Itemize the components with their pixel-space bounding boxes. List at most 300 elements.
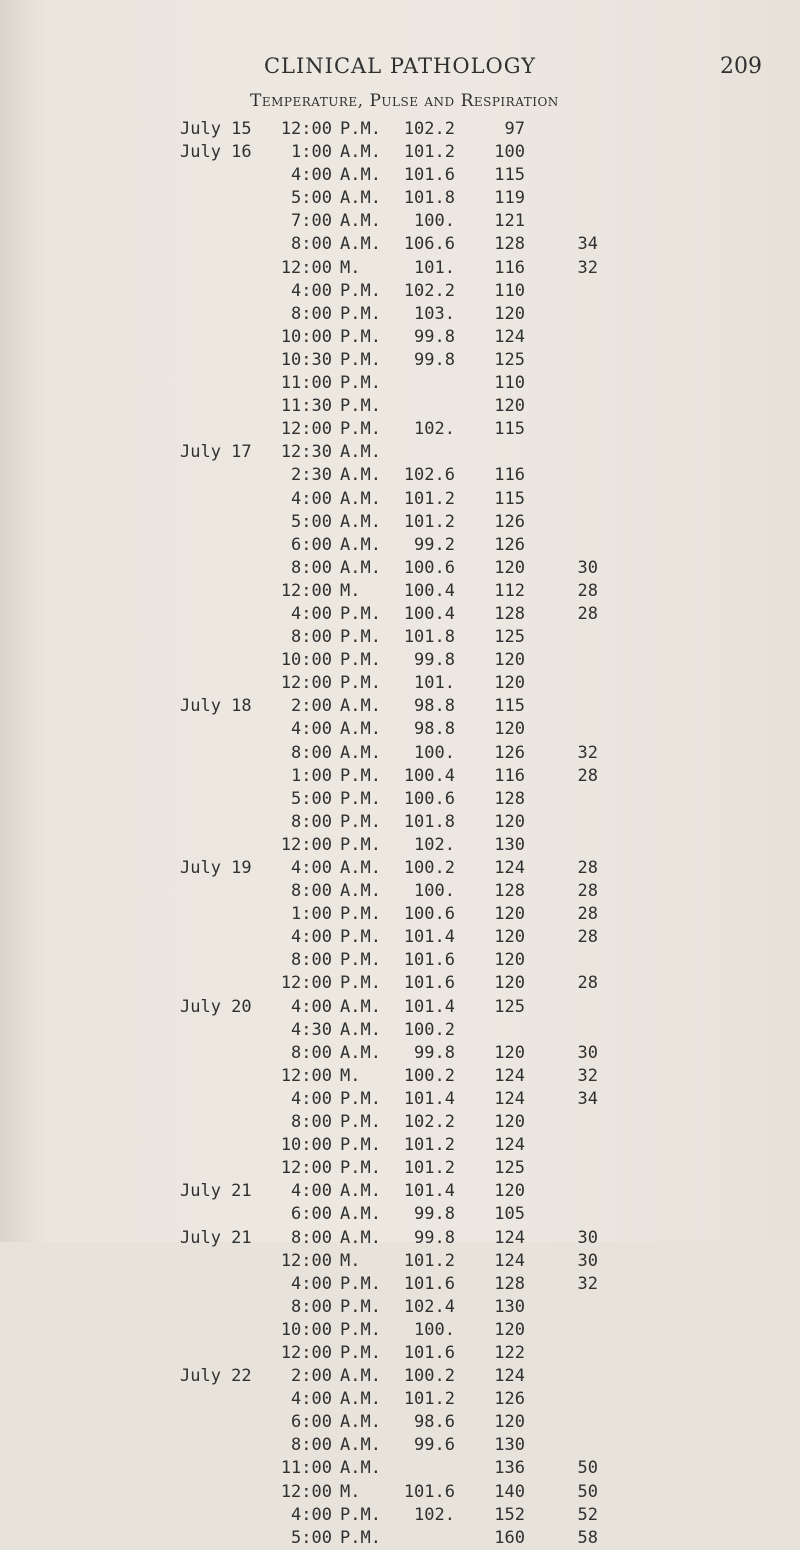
table-row [0, 742, 800, 765]
row-pulse: 120 [494, 811, 525, 832]
row-meridiem: P.M. [340, 1158, 381, 1179]
row-meridiem: P.M. [340, 280, 381, 301]
row-pulse: 115 [494, 696, 525, 717]
row-pulse: 121 [494, 211, 525, 232]
table-row [0, 395, 800, 418]
row-pulse: 120 [494, 1412, 525, 1433]
row-time: 12:00 [280, 673, 332, 694]
row-temperature: 100.4 [403, 603, 455, 624]
row-respiration: 34 [577, 234, 598, 255]
row-pulse: 124 [494, 1135, 525, 1156]
table-row [0, 280, 800, 303]
row-temperature: 106.6 [403, 234, 455, 255]
table-row [0, 418, 800, 441]
row-respiration: 30 [577, 1042, 598, 1063]
row-temperature: 100. [414, 742, 455, 763]
row-pulse: 97 [504, 119, 525, 139]
row-time: 5:00 [291, 788, 332, 809]
row-meridiem: A.M. [340, 742, 381, 763]
row-meridiem: P.M. [340, 1527, 381, 1548]
row-time: 10:00 [280, 1319, 332, 1340]
row-temperature: 101.6 [403, 165, 455, 186]
table-row [0, 811, 800, 834]
row-meridiem: M. [340, 1481, 361, 1502]
table-row [0, 857, 800, 880]
row-time: 8:00 [291, 1112, 332, 1133]
row-temperature: 102.4 [403, 1296, 455, 1317]
row-pulse: 126 [494, 742, 525, 763]
row-meridiem: A.M. [340, 719, 381, 740]
row-date: July 21 [180, 1181, 252, 1202]
row-pulse: 120 [494, 950, 525, 971]
row-time: 4:00 [291, 1389, 332, 1410]
table-row [0, 1111, 800, 1134]
row-time: 8:00 [291, 1435, 332, 1456]
table-row [0, 603, 800, 626]
row-time: 12:00 [280, 1158, 332, 1179]
table-row [0, 1365, 800, 1388]
row-temperature: 99.8 [414, 650, 455, 671]
row-meridiem: A.M. [340, 1019, 381, 1040]
table-row [0, 926, 800, 949]
table-row [0, 1411, 800, 1434]
table-row [0, 580, 800, 603]
row-time: 7:00 [291, 211, 332, 232]
row-meridiem: A.M. [340, 165, 381, 186]
row-meridiem: M. [340, 580, 361, 601]
row-time: 12:00 [280, 257, 332, 278]
table-row [0, 326, 800, 349]
table-row [0, 233, 800, 256]
row-meridiem: P.M. [340, 119, 381, 139]
row-pulse: 120 [494, 1112, 525, 1133]
row-meridiem: M. [340, 257, 361, 278]
row-pulse: 115 [494, 488, 525, 509]
row-pulse: 128 [494, 1273, 525, 1294]
row-temperature: 100.2 [403, 858, 455, 878]
row-temperature: 101.4 [403, 996, 455, 1017]
table-row [0, 488, 800, 511]
row-meridiem: A.M. [340, 534, 381, 555]
row-time: 4:00 [291, 858, 332, 878]
table-row [0, 557, 800, 580]
row-respiration: 32 [577, 1065, 598, 1086]
row-pulse: 119 [494, 188, 525, 209]
row-date: July 22 [180, 1366, 252, 1387]
row-temperature: 101.2 [403, 488, 455, 509]
row-temperature: 102. [414, 419, 455, 440]
table-row [0, 765, 800, 788]
row-time: 8:00 [291, 1042, 332, 1063]
row-time: 8:00 [291, 1227, 332, 1248]
row-meridiem: A.M. [340, 234, 381, 255]
table-row [0, 1088, 800, 1111]
row-temperature: 102.2 [403, 1112, 455, 1133]
table-row [0, 1434, 800, 1457]
row-meridiem: P.M. [340, 1088, 381, 1109]
row-pulse: 124 [494, 858, 525, 878]
row-pulse: 115 [494, 419, 525, 440]
row-pulse: 120 [494, 1319, 525, 1340]
table-row [0, 1157, 800, 1180]
row-pulse: 105 [494, 1204, 525, 1225]
row-temperature: 101. [414, 257, 455, 278]
table-row [0, 1042, 800, 1065]
row-temperature: 102. [414, 1504, 455, 1525]
row-temperature: 100.4 [403, 580, 455, 601]
row-temperature: 101.2 [403, 1250, 455, 1271]
table-row [0, 464, 800, 487]
row-temperature: 102.6 [403, 465, 455, 486]
row-temperature: 101.6 [403, 1342, 455, 1363]
row-meridiem: P.M. [340, 904, 381, 925]
row-time: 12:00 [280, 1342, 332, 1363]
row-temperature: 100. [414, 1319, 455, 1340]
row-temperature: 101.2 [403, 511, 455, 532]
row-pulse: 125 [494, 1158, 525, 1179]
row-meridiem: M. [340, 1065, 361, 1086]
table-row [0, 1203, 800, 1226]
row-respiration: 28 [577, 904, 598, 925]
row-date: July 19 [180, 858, 252, 878]
table-row [0, 1481, 800, 1504]
row-temperature: 102.2 [403, 280, 455, 301]
table-row [0, 349, 800, 372]
row-time: 12:00 [280, 1481, 332, 1502]
row-time: 4:00 [291, 488, 332, 509]
row-time: 10:30 [280, 349, 332, 370]
row-meridiem: P.M. [340, 419, 381, 440]
row-meridiem: P.M. [340, 1112, 381, 1133]
row-date: July 21 [180, 1227, 252, 1248]
row-temperature: 99.8 [414, 326, 455, 347]
row-temperature: 101.6 [403, 1481, 455, 1502]
table-row [0, 210, 800, 233]
row-respiration: 28 [577, 881, 598, 902]
row-time: 8:00 [291, 303, 332, 324]
row-pulse: 128 [494, 881, 525, 902]
row-meridiem: P.M. [340, 765, 381, 786]
row-meridiem: P.M. [340, 788, 381, 809]
table-row [0, 1065, 800, 1088]
row-time: 10:00 [280, 650, 332, 671]
row-time: 4:00 [291, 1273, 332, 1294]
row-meridiem: A.M. [340, 465, 381, 486]
table-row [0, 1019, 800, 1042]
row-time: 11:00 [280, 373, 332, 394]
row-meridiem: A.M. [340, 511, 381, 532]
row-time: 4:00 [291, 1088, 332, 1109]
table-row [0, 1227, 800, 1250]
row-time: 5:00 [291, 511, 332, 532]
table-row [0, 1180, 800, 1203]
row-respiration: 30 [577, 557, 598, 578]
row-respiration: 28 [577, 580, 598, 601]
row-respiration: 52 [577, 1504, 598, 1525]
row-pulse: 126 [494, 511, 525, 532]
row-meridiem: P.M. [340, 811, 381, 832]
row-time: 5:00 [291, 188, 332, 209]
row-pulse: 124 [494, 1088, 525, 1109]
row-time: 11:00 [280, 1458, 332, 1479]
row-meridiem: A.M. [340, 142, 381, 163]
row-time: 4:00 [291, 1504, 332, 1525]
table-row [0, 695, 800, 718]
row-temperature: 101. [414, 673, 455, 694]
row-temperature: 101.4 [403, 1088, 455, 1109]
table-row [0, 1134, 800, 1157]
row-meridiem: P.M. [340, 326, 381, 347]
row-temperature: 100. [414, 211, 455, 232]
row-time: 6:00 [291, 534, 332, 555]
row-time: 5:00 [291, 1527, 332, 1548]
table-row [0, 672, 800, 695]
running-title: CLINICAL PATHOLOGY [263, 54, 537, 78]
table-row [0, 1250, 800, 1273]
table-row [0, 788, 800, 811]
row-respiration: 28 [577, 927, 598, 948]
row-temperature: 100.2 [403, 1019, 455, 1040]
row-date: July 15 [180, 119, 252, 139]
row-time: 4:00 [291, 719, 332, 740]
row-pulse: 125 [494, 349, 525, 370]
table-row [0, 372, 800, 395]
row-meridiem: A.M. [340, 188, 381, 209]
row-respiration: 28 [577, 765, 598, 786]
table-row [0, 880, 800, 903]
row-respiration: 28 [577, 858, 598, 878]
row-meridiem: A.M. [340, 1412, 381, 1433]
table-row [0, 1273, 800, 1296]
row-respiration: 34 [577, 1088, 598, 1109]
row-time: 4:00 [291, 603, 332, 624]
row-meridiem: P.M. [340, 1135, 381, 1156]
row-meridiem: A.M. [340, 1181, 381, 1202]
row-pulse: 120 [494, 557, 525, 578]
row-respiration: 30 [577, 1227, 598, 1248]
table-row [0, 649, 800, 672]
row-meridiem: P.M. [340, 1342, 381, 1363]
row-temperature: 100.6 [403, 904, 455, 925]
table-row [0, 996, 800, 1019]
row-pulse: 128 [494, 234, 525, 255]
row-temperature: 101.8 [403, 627, 455, 648]
row-time: 1:00 [291, 142, 332, 163]
row-date: July 16 [180, 142, 252, 163]
row-temperature: 101.4 [403, 1181, 455, 1202]
row-pulse: 120 [494, 303, 525, 324]
table-row [0, 718, 800, 741]
table-row [0, 187, 800, 210]
row-pulse: 128 [494, 788, 525, 809]
row-time: 12:00 [280, 119, 332, 139]
row-time: 12:00 [280, 1065, 332, 1086]
row-time: 4:00 [291, 927, 332, 948]
row-pulse: 124 [494, 1227, 525, 1248]
row-temperature: 101.2 [403, 1389, 455, 1410]
row-meridiem: P.M. [340, 973, 381, 994]
vitals-table [0, 118, 800, 1550]
row-pulse: 130 [494, 1435, 525, 1456]
page-number: 209 [720, 54, 762, 79]
row-meridiem: A.M. [340, 858, 381, 878]
row-pulse: 120 [494, 1042, 525, 1063]
row-temperature: 103. [414, 303, 455, 324]
row-meridiem: A.M. [340, 442, 381, 463]
row-respiration: 32 [577, 257, 598, 278]
row-meridiem: A.M. [340, 1204, 381, 1225]
table-row [0, 534, 800, 557]
row-temperature: 100. [414, 881, 455, 902]
row-pulse: 120 [494, 973, 525, 994]
row-respiration: 58 [577, 1527, 598, 1548]
row-time: 6:00 [291, 1412, 332, 1433]
row-pulse: 120 [494, 719, 525, 740]
row-pulse: 115 [494, 165, 525, 186]
row-time: 6:00 [291, 1204, 332, 1225]
row-meridiem: P.M. [340, 950, 381, 971]
row-temperature: 101.6 [403, 1273, 455, 1294]
row-time: 12:00 [280, 973, 332, 994]
row-time: 12:00 [280, 1250, 332, 1271]
table-row [0, 511, 800, 534]
row-time: 11:30 [280, 396, 332, 417]
row-temperature: 98.6 [414, 1412, 455, 1433]
row-temperature: 99.2 [414, 534, 455, 555]
row-temperature: 101.2 [403, 1135, 455, 1156]
row-temperature: 101.8 [403, 811, 455, 832]
row-meridiem: P.M. [340, 627, 381, 648]
row-meridiem: P.M. [340, 673, 381, 694]
table-row [0, 303, 800, 326]
row-respiration: 50 [577, 1481, 598, 1502]
table-row [0, 1296, 800, 1319]
row-meridiem: P.M. [340, 373, 381, 394]
row-temperature: 98.8 [414, 696, 455, 717]
row-temperature: 102. [414, 834, 455, 855]
row-pulse: 120 [494, 673, 525, 694]
row-meridiem: A.M. [340, 1227, 381, 1248]
row-meridiem: A.M. [340, 696, 381, 717]
row-time: 12:00 [280, 834, 332, 855]
row-pulse: 124 [494, 1065, 525, 1086]
row-time: 8:00 [291, 811, 332, 832]
row-pulse: 130 [494, 1296, 525, 1317]
running-head [0, 54, 800, 84]
row-time: 1:00 [291, 765, 332, 786]
row-meridiem: P.M. [340, 650, 381, 671]
row-pulse: 152 [494, 1504, 525, 1525]
row-time: 4:00 [291, 280, 332, 301]
row-pulse: 130 [494, 834, 525, 855]
row-pulse: 120 [494, 904, 525, 925]
row-meridiem: A.M. [340, 1366, 381, 1387]
row-pulse: 140 [494, 1481, 525, 1502]
row-pulse: 120 [494, 650, 525, 671]
row-pulse: 120 [494, 1181, 525, 1202]
row-pulse: 136 [494, 1458, 525, 1479]
table-title: Temperature, Pulse and Respiration [250, 91, 559, 111]
row-meridiem: P.M. [340, 303, 381, 324]
row-respiration: 30 [577, 1250, 598, 1271]
row-meridiem: P.M. [340, 1319, 381, 1340]
table-row [0, 1504, 800, 1527]
row-temperature: 101.2 [403, 142, 455, 163]
row-temperature: 98.8 [414, 719, 455, 740]
row-date: July 20 [180, 996, 252, 1017]
row-pulse: 124 [494, 1366, 525, 1387]
row-meridiem: A.M. [340, 557, 381, 578]
row-temperature: 101.4 [403, 927, 455, 948]
row-meridiem: P.M. [340, 1504, 381, 1525]
row-pulse: 120 [494, 396, 525, 417]
row-meridiem: P.M. [340, 1296, 381, 1317]
row-time: 12:00 [280, 419, 332, 440]
row-pulse: 128 [494, 603, 525, 624]
row-time: 4:00 [291, 165, 332, 186]
row-meridiem: A.M. [340, 1458, 381, 1479]
row-pulse: 116 [494, 465, 525, 486]
row-temperature: 101.2 [403, 1158, 455, 1179]
table-row [0, 949, 800, 972]
table-row [0, 257, 800, 280]
row-time: 8:00 [291, 881, 332, 902]
table-row [0, 1457, 800, 1480]
row-pulse: 124 [494, 326, 525, 347]
row-pulse: 110 [494, 373, 525, 394]
row-pulse: 112 [494, 580, 525, 601]
row-pulse: 126 [494, 1389, 525, 1410]
row-respiration: 32 [577, 742, 598, 763]
row-temperature: 99.8 [414, 1204, 455, 1225]
row-pulse: 100 [494, 142, 525, 163]
row-meridiem: P.M. [340, 349, 381, 370]
table-row [0, 1342, 800, 1365]
table-row [0, 141, 800, 164]
row-date: July 18 [180, 696, 252, 717]
row-time: 12:00 [280, 580, 332, 601]
row-temperature: 99.6 [414, 1435, 455, 1456]
row-time: 4:30 [291, 1019, 332, 1040]
row-time: 12:30 [280, 442, 332, 463]
row-temperature: 100.6 [403, 557, 455, 578]
row-pulse: 125 [494, 627, 525, 648]
row-meridiem: P.M. [340, 1273, 381, 1294]
row-temperature: 99.8 [414, 1042, 455, 1063]
row-date: July 17 [180, 442, 252, 463]
row-pulse: 125 [494, 996, 525, 1017]
row-temperature: 100.2 [403, 1065, 455, 1086]
row-respiration: 28 [577, 603, 598, 624]
row-meridiem: A.M. [340, 1042, 381, 1063]
row-time: 10:00 [280, 1135, 332, 1156]
table-row [0, 1388, 800, 1411]
table-row [0, 834, 800, 857]
row-time: 2:00 [291, 696, 332, 717]
table-row [0, 626, 800, 649]
row-temperature: 99.8 [414, 349, 455, 370]
row-time: 2:00 [291, 1366, 332, 1387]
row-time: 8:00 [291, 742, 332, 763]
row-time: 10:00 [280, 326, 332, 347]
row-meridiem: M. [340, 1250, 361, 1271]
row-respiration: 32 [577, 1273, 598, 1294]
row-meridiem: A.M. [340, 1435, 381, 1456]
row-time: 8:00 [291, 627, 332, 648]
row-respiration: 28 [577, 973, 598, 994]
row-temperature: 99.8 [414, 1227, 455, 1248]
row-meridiem: P.M. [340, 396, 381, 417]
